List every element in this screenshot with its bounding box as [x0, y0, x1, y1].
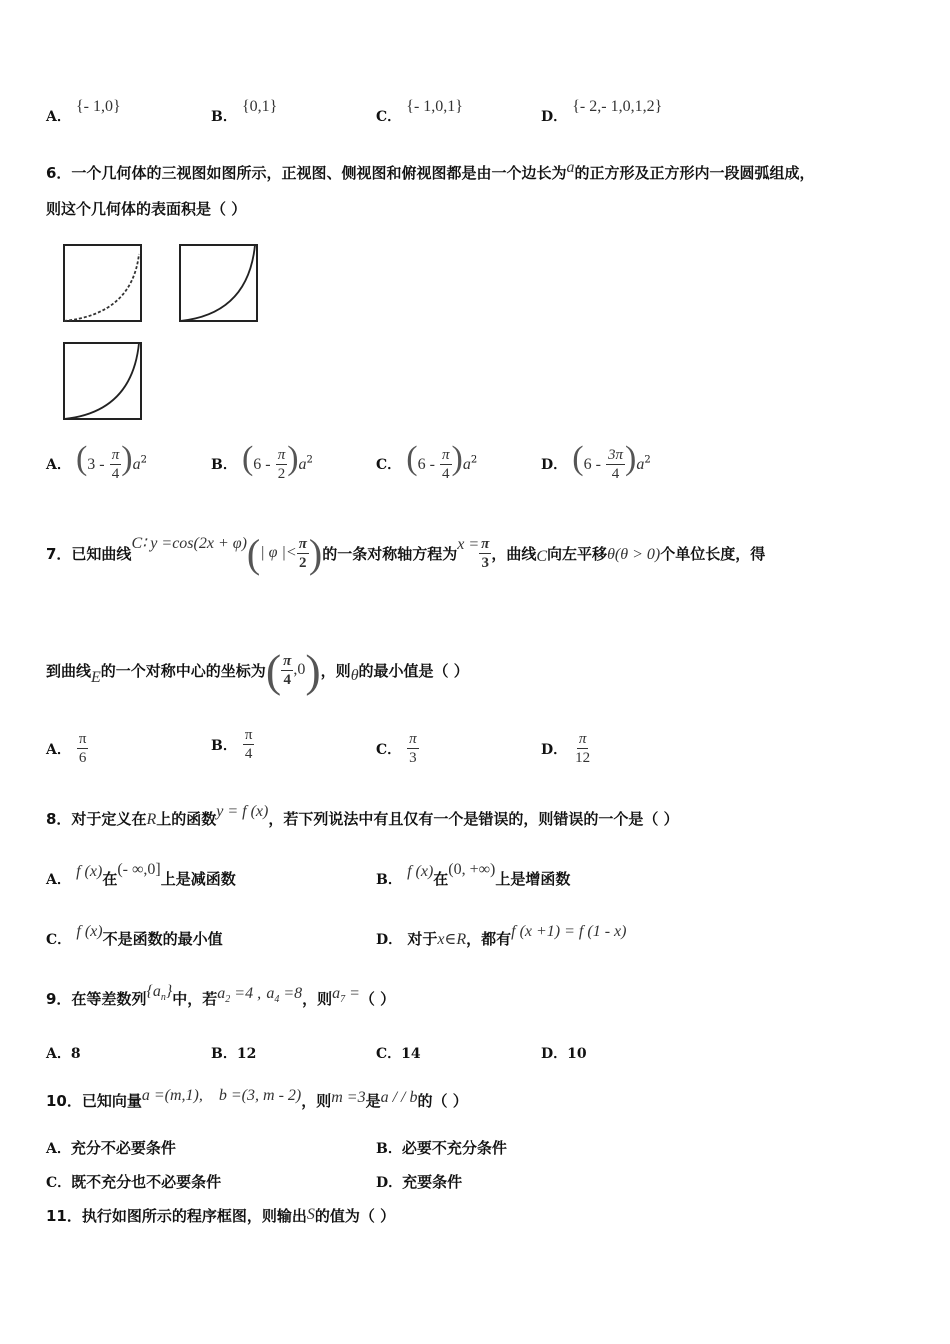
- option-set: {- 1,0}: [75, 98, 121, 115]
- q9-text: 9．在等差数列: [46, 990, 147, 1008]
- option-text: 在: [433, 870, 449, 888]
- q8-option-b: [376, 861, 571, 889]
- option-set: {- 2,- 1,0,1,2}: [572, 98, 663, 115]
- q9-ask: $a_7$ =: [332, 985, 360, 1006]
- q7-theta-expr: θ(θ > 0): [607, 546, 661, 563]
- option-text: 上是减函数: [160, 870, 236, 888]
- q6-option-a: A． (3 - $\frac{\pi}{4}$ )$a^2$: [46, 440, 147, 482]
- option-set: {0,1}: [241, 98, 278, 115]
- q8-stem: [46, 803, 679, 829]
- option-label: B．: [376, 872, 402, 888]
- option-whole: 6 -: [253, 456, 271, 473]
- option-fraction: $\frac{\pi}{4}$: [244, 727, 253, 762]
- option-label: D．: [376, 932, 403, 948]
- q8-fn: y = f (x): [216, 803, 269, 820]
- q7-text: 的一条对称轴方程为: [322, 544, 458, 563]
- option-fn: f (x): [407, 863, 434, 880]
- q6-stem-line2: 则这个几何体的表面积是（ ）: [46, 200, 247, 218]
- q7-curve-e: E: [91, 669, 101, 686]
- q10-parallel: a / / b: [380, 1089, 418, 1106]
- q8-text: 8．对于定义在: [46, 810, 147, 828]
- q8-option-c: [46, 923, 223, 949]
- q9-option-c: C．14: [376, 1046, 421, 1062]
- q8-option-d: [376, 923, 627, 949]
- q7-axis-lhs: x =: [457, 536, 480, 553]
- q7-text: 的最小值是（ ）: [358, 661, 469, 680]
- option-fraction: $\frac{\pi}{12}$: [575, 731, 591, 766]
- option-text: 上是增函数: [495, 870, 571, 888]
- q11-text: 11．执行如图所示的程序框图，则输出: [46, 1207, 307, 1225]
- q10-option-c: C．既不充分也不必要条件: [46, 1173, 222, 1191]
- option-label: D．: [541, 109, 568, 125]
- q7-text: 的一个对称中心的坐标为: [100, 661, 266, 680]
- q11-text: 的值为（ ）: [314, 1207, 396, 1225]
- q8-text: 上的函数: [156, 810, 217, 828]
- q9-text: （ ）: [359, 990, 396, 1008]
- q10-text: ，则: [301, 1092, 332, 1110]
- q7-option-a: [46, 730, 88, 767]
- q7-theta: θ: [350, 667, 359, 684]
- q7-option-c: [376, 730, 419, 767]
- option-label: A．: [46, 109, 71, 125]
- option-whole: 6 -: [583, 456, 601, 473]
- q7-text: 个单位长度，得: [660, 544, 766, 563]
- option-label: A．: [46, 741, 71, 758]
- option-text: 对于: [407, 930, 438, 948]
- option-set: {- 1,0,1}: [406, 98, 463, 115]
- q8-text: ，若下列说法中有且仅有一个是错误的，则错误的一个是（ ）: [268, 810, 679, 828]
- q7-center-tail: ,0: [293, 661, 306, 678]
- q6-text-a: 6．一个几何体的三视图如图所示，正视图、侧视图和俯视图都是由一个边长为: [46, 164, 567, 182]
- option-label: A．: [46, 872, 71, 888]
- option-fraction: $\frac{3\pi}{4}$: [607, 447, 623, 482]
- option-text: 在: [102, 870, 118, 888]
- option-whole: 3 -: [87, 456, 105, 473]
- option-fn: f (x): [76, 923, 103, 940]
- q6-option-d: D． (6 - $\frac{3\pi}{4}$ )$a^2$: [541, 440, 651, 482]
- q6-var: a: [566, 159, 575, 176]
- side-view-figure: [176, 242, 260, 324]
- q9-option-b: B．12: [211, 1046, 257, 1062]
- q6-text-b: 的正方形及正方形内一段圆弧组成，: [574, 164, 815, 182]
- q9-stem: [46, 983, 396, 1011]
- option-fraction: $\frac{\pi}{6}$: [78, 731, 87, 766]
- q10-vectors: a =(m,1), b =(3, m - 2): [141, 1087, 302, 1104]
- q5-option-a: [46, 98, 121, 126]
- option-label: C．: [376, 741, 402, 758]
- q7-text: 向左平移: [547, 544, 608, 563]
- q7-text: 7．已知曲线: [46, 544, 132, 563]
- option-interval: (0, +∞): [448, 861, 496, 878]
- q5-option-d: [541, 98, 663, 126]
- q10-text: 是: [365, 1092, 381, 1110]
- q9-cond2: $a_4 =8$: [266, 985, 303, 1006]
- option-label: B．: [211, 109, 237, 125]
- q10-text: 10．已知向量: [46, 1092, 142, 1110]
- option-label: C．: [376, 457, 402, 473]
- q7-center-fraction: $\frac{\pi}{4}$: [283, 652, 292, 688]
- q9-text: ，则: [302, 990, 333, 1008]
- option-label: B．: [211, 457, 237, 473]
- q11-S: S: [306, 1206, 315, 1223]
- q7-stem-line1: 7．已知曲线 C∶ y =cos(2x + φ) ( | φ |< $\frac{\pi}{2}$ ) 的一条对称轴方程为 x = $\frac{\pi}{3}$ ，曲线 C 向左平移 θ(θ > 0) 个单位长度，得: [46, 530, 766, 576]
- option-fn: f (x): [76, 863, 103, 880]
- q10-option-b: B．必要不充分条件: [376, 1139, 507, 1157]
- option-text: 不是函数的最小值: [102, 930, 223, 948]
- option-eq: f (x +1) = f (1 - x): [511, 923, 627, 940]
- q7-cond: | φ |<: [260, 544, 297, 561]
- option-label: C．: [46, 932, 72, 948]
- q10-cond: m =3: [331, 1089, 366, 1106]
- option-label: B．: [211, 737, 237, 754]
- q6-stem-line1: [46, 159, 815, 183]
- q7-stem-line2: 到曲线 E 的一个对称中心的坐标为 ( $\frac{\pi}{4}$ ,0 ) ，则 θ 的最小值是（ ）: [46, 644, 469, 696]
- option-label: D．: [541, 741, 568, 758]
- option-fraction: $\frac{\pi}{4}$: [442, 447, 450, 482]
- q7-axis-fraction: $\frac{\pi}{3}$: [481, 535, 490, 571]
- q5-option-c: [376, 98, 463, 126]
- option-fraction: $\frac{\pi}{4}$: [111, 447, 120, 482]
- q8-option-a: [46, 861, 236, 889]
- option-label: D．: [541, 457, 568, 473]
- q9-seq: $\{a_n\}$: [146, 983, 173, 1004]
- q8-R: R: [146, 811, 157, 828]
- q10-option-a: A．充分不必要条件: [46, 1139, 176, 1157]
- front-view-figure: [60, 242, 144, 324]
- q7-curve: C∶ y =cos(2x + φ): [131, 535, 247, 552]
- option-label: A．: [46, 457, 71, 473]
- q7-curve-c: C: [536, 548, 548, 565]
- q7-text: ，则: [320, 661, 351, 680]
- q10-stem: [46, 1087, 468, 1111]
- option-x: x∈R: [437, 931, 467, 948]
- option-fraction: $\frac{\pi}{2}$: [277, 447, 286, 482]
- q9-option-a: A．8: [46, 1046, 81, 1062]
- q10-option-d: D．充要条件: [376, 1173, 463, 1191]
- q11-stem: [46, 1205, 395, 1226]
- option-interval: (- ∞,0]: [117, 861, 161, 878]
- top-view-figure: [60, 340, 144, 422]
- q7-text: 到曲线: [46, 661, 92, 680]
- option-text: ，都有: [466, 930, 512, 948]
- q7-option-b: [211, 726, 254, 763]
- option-label: C．: [376, 109, 402, 125]
- q10-text: 的（ ）: [417, 1092, 468, 1110]
- q6-option-b: B． (6 - $\frac{\pi}{2}$ )$a^2$: [211, 440, 313, 482]
- option-fraction: $\frac{\pi}{3}$: [409, 731, 417, 766]
- q7-text: ，曲线: [491, 544, 537, 563]
- q6-option-c: C． (6 - $\frac{\pi}{4}$ )$a^2$: [376, 440, 478, 482]
- q9-option-d: D．10: [541, 1046, 587, 1062]
- q9-cond1: $a_2 =4$ ,: [217, 985, 262, 1006]
- q7-cond-fraction: $\frac{\pi}{2}$: [298, 535, 307, 571]
- q5-option-b: [211, 98, 278, 126]
- option-whole: 6 -: [417, 456, 435, 473]
- q9-text: 中，若: [172, 990, 218, 1008]
- q7-option-d: [541, 730, 592, 767]
